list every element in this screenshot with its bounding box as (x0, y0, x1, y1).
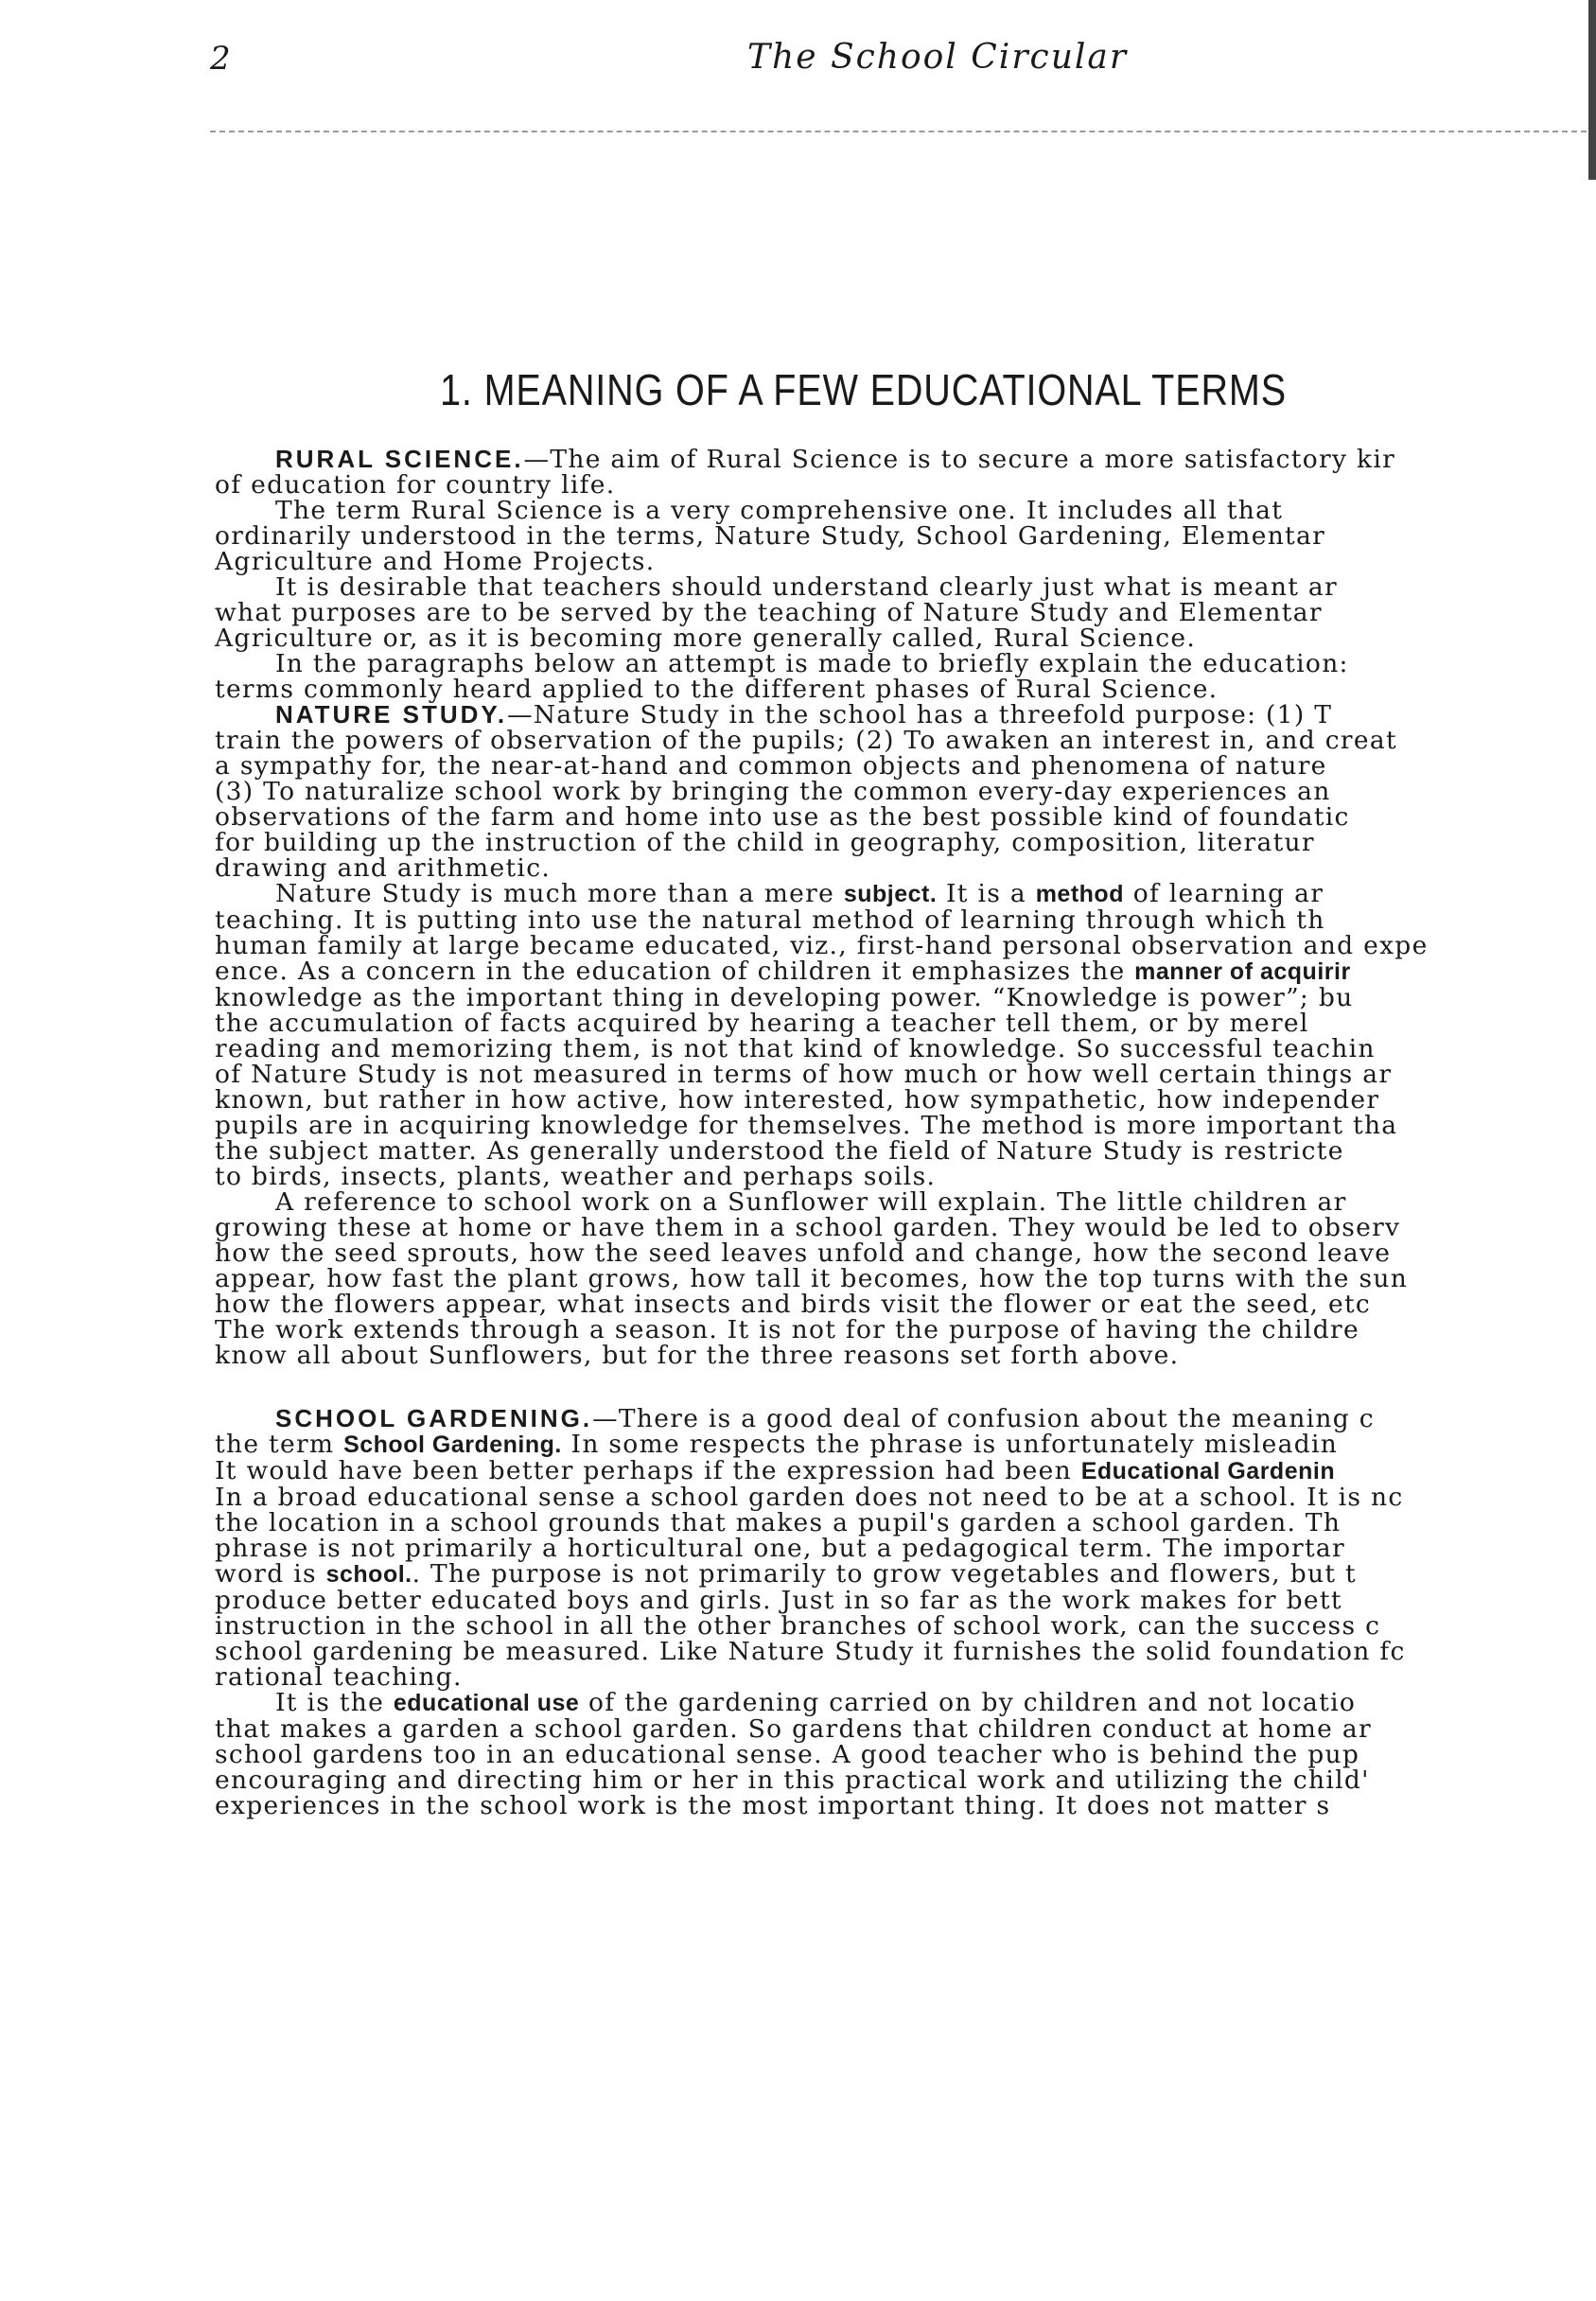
text-line: know all about Sunflowers, but for the three reasons set forth above. (215, 1341, 1180, 1370)
section-heading: 1. MEANING OF A FEW EDUCATIONAL TERMS (440, 365, 1287, 414)
text-line: instruction in the school in all the other branches of school work, can the success c (215, 1611, 1381, 1641)
rural-science-paragraph-4 (215, 651, 1596, 702)
text-line: drawing and arithmetic. (215, 853, 552, 883)
header-rule (210, 131, 1596, 132)
running-head (0, 38, 1596, 95)
text-line: In the paragraphs below an attempt is made to briefly explain the education: (275, 649, 1349, 678)
text-line: growing these at home or have them in a school garden. They would be led to observ (215, 1213, 1401, 1242)
term-nature-study: NATURE STUDY. (275, 700, 508, 729)
text-line: In a broad educational sense a school garden does not need to be at a school. It is nc (215, 1483, 1404, 1512)
text-line: how the seed sprouts, how the seed leaves unfold and change, how the second leave (215, 1238, 1392, 1268)
text-line: It is the educational use of the gardening carried on by children and not locatio (275, 1688, 1357, 1717)
text-line: the subject matter. As generally understood the field of Nature Study is restricte (215, 1136, 1344, 1166)
text-line: how the flowers appear, what insects and birds visit the flower or eat the seed, etc (215, 1290, 1372, 1319)
text-line: terms commonly heard applied to the different phases of Rural Science. (215, 675, 1219, 704)
emphasis-school: school. (325, 1561, 412, 1588)
nature-study-paragraph-2 (215, 881, 1596, 1189)
text-line: ordinarily understood in the terms, Nature Study, School Gardening, Elementar (215, 521, 1326, 551)
text-line: It would have been better perhaps if the expression had been Educational Gardenin (215, 1456, 1336, 1485)
emphasis-manner: manner of acquirir (1134, 958, 1351, 985)
emphasis-subject: subject. (843, 881, 938, 907)
text-line: NATURE STUDY.—Nature Study in the school has a threefold purpose: (1) T (275, 700, 1333, 729)
text-line: Nature Study is much more than a mere subject. It is a method of learning ar (275, 879, 1324, 908)
text-line: word is school.. The purpose is not primarily to grow vegetables and flowers, but t (215, 1559, 1358, 1589)
publication-title: The School Circular (747, 38, 1129, 77)
text-line: It is desirable that teachers should understand clearly just what is meant ar (275, 572, 1339, 602)
text-line: the term School Gardening. In some respects the phrase is unfortunately misleadin (215, 1430, 1339, 1459)
text-line: of education for country life. (215, 470, 616, 500)
text-line: that makes a garden a school garden. So gardens that children conduct at home ar (215, 1714, 1372, 1744)
text-line: knowledge as the important thing in developing power. “Knowledge is power”; bu (215, 983, 1354, 1012)
school-gardening-paragraph-1 (215, 1406, 1596, 1690)
text-line: ence. As a concern in the education of children it emphasizes the manner of acquirir (215, 957, 1351, 986)
paragraph-gap (215, 1368, 1596, 1406)
text-line: for building up the instruction of the child in geography, composition, literatur (215, 828, 1315, 857)
rural-science-paragraph-3 (215, 574, 1596, 651)
rural-science-paragraph-1 (215, 447, 1596, 498)
text-line: The term Rural Science is a very comprehensive one. It includes all that (275, 496, 1284, 525)
text-line: teaching. It is putting into use the natural method of learning through which th (215, 905, 1325, 935)
text-line: rational teaching. (215, 1662, 463, 1692)
text-line: A reference to school work on a Sunflower will explain. The little children ar (275, 1187, 1347, 1217)
text-line: Agriculture or, as it is becoming more generally called, Rural Science. (215, 624, 1197, 653)
text-line: a sympathy for, the near-at-hand and common objects and phenomena of nature (215, 751, 1327, 781)
text-line: produce better educated boys and girls. Just in so far as the work makes for bett (215, 1586, 1342, 1615)
text-line: observations of the farm and home into use as the best possible kind of foundatic (215, 802, 1350, 832)
text-line: pupils are in acquiring knowledge for themselves. The method is more important tha (215, 1111, 1398, 1140)
text-line: school gardens too in an educational sense. A good teacher who is behind the pup (215, 1740, 1360, 1769)
school-gardening-paragraph-2 (215, 1690, 1596, 1818)
text-line: The work extends through a season. It is not for the purpose of having the childre (215, 1315, 1359, 1344)
text-line: the accumulation of facts acquired by hearing a teacher tell them, or by merel (215, 1009, 1309, 1038)
text-line: experiences in the school work is the most important thing. It does not matter s (215, 1791, 1331, 1820)
text-line: SCHOOL GARDENING.—There is a good deal of confusion about the meaning c (275, 1404, 1375, 1433)
term-school-gardening: SCHOOL GARDENING. (275, 1404, 593, 1432)
text-line: (3) To naturalize school work by bringing the common every-day experiences an (215, 777, 1331, 806)
emphasis-educational-gardening: Educational Gardenin (1080, 1458, 1336, 1484)
emphasis-method: method (1035, 881, 1124, 907)
rural-science-paragraph-2 (215, 498, 1596, 574)
text-line: reading and memorizing them, is not that kind of knowledge. So successful teachin (215, 1034, 1376, 1063)
text-line: RURAL SCIENCE.—The aim of Rural Science is to secure a more satisfactory kir (275, 445, 1396, 474)
article-body (215, 447, 1596, 1818)
text-line: the location in a school grounds that makes a pupil's garden a school garden. Th (215, 1508, 1342, 1537)
text-line: of Nature Study is not measured in terms of how much or how well certain things ar (215, 1060, 1393, 1089)
nature-study-paragraph-3 (215, 1189, 1596, 1368)
text-line: school gardening be measured. Like Nature Study it furnishes the solid foundation fc (215, 1637, 1406, 1666)
text-line: train the powers of observation of the pupils; (2) To awaken an interest in, and creat (215, 726, 1397, 755)
text-line: Agriculture and Home Projects. (215, 547, 656, 576)
text-line: encouraging and directing him or her in this practical work and utilizing the child' (215, 1765, 1370, 1795)
text-line: known, but rather in how active, how interested, how sympathetic, how independer (215, 1085, 1380, 1115)
text-line: human family at large became educated, viz., first-hand personal observation and expe (215, 931, 1429, 960)
text-line: to birds, insects, plants, weather and perhaps soils. (215, 1162, 937, 1191)
page-edge-shadow (1588, 0, 1596, 180)
emphasis-educational-use: educational use (393, 1690, 580, 1716)
text-line: appear, how fast the plant grows, how tall it becomes, how the top turns with the sun (215, 1264, 1409, 1293)
text-line: phrase is not primarily a horticultural one, but a pedagogical term. The importar (215, 1534, 1345, 1563)
emphasis-school-gardening: School Gardening. (343, 1432, 562, 1458)
term-rural-science: RURAL SCIENCE. (275, 445, 524, 473)
nature-study-paragraph-1 (215, 702, 1596, 881)
text-line: what purposes are to be served by the teaching of Nature Study and Elementar (215, 598, 1323, 627)
page-number: 2 (210, 40, 231, 78)
